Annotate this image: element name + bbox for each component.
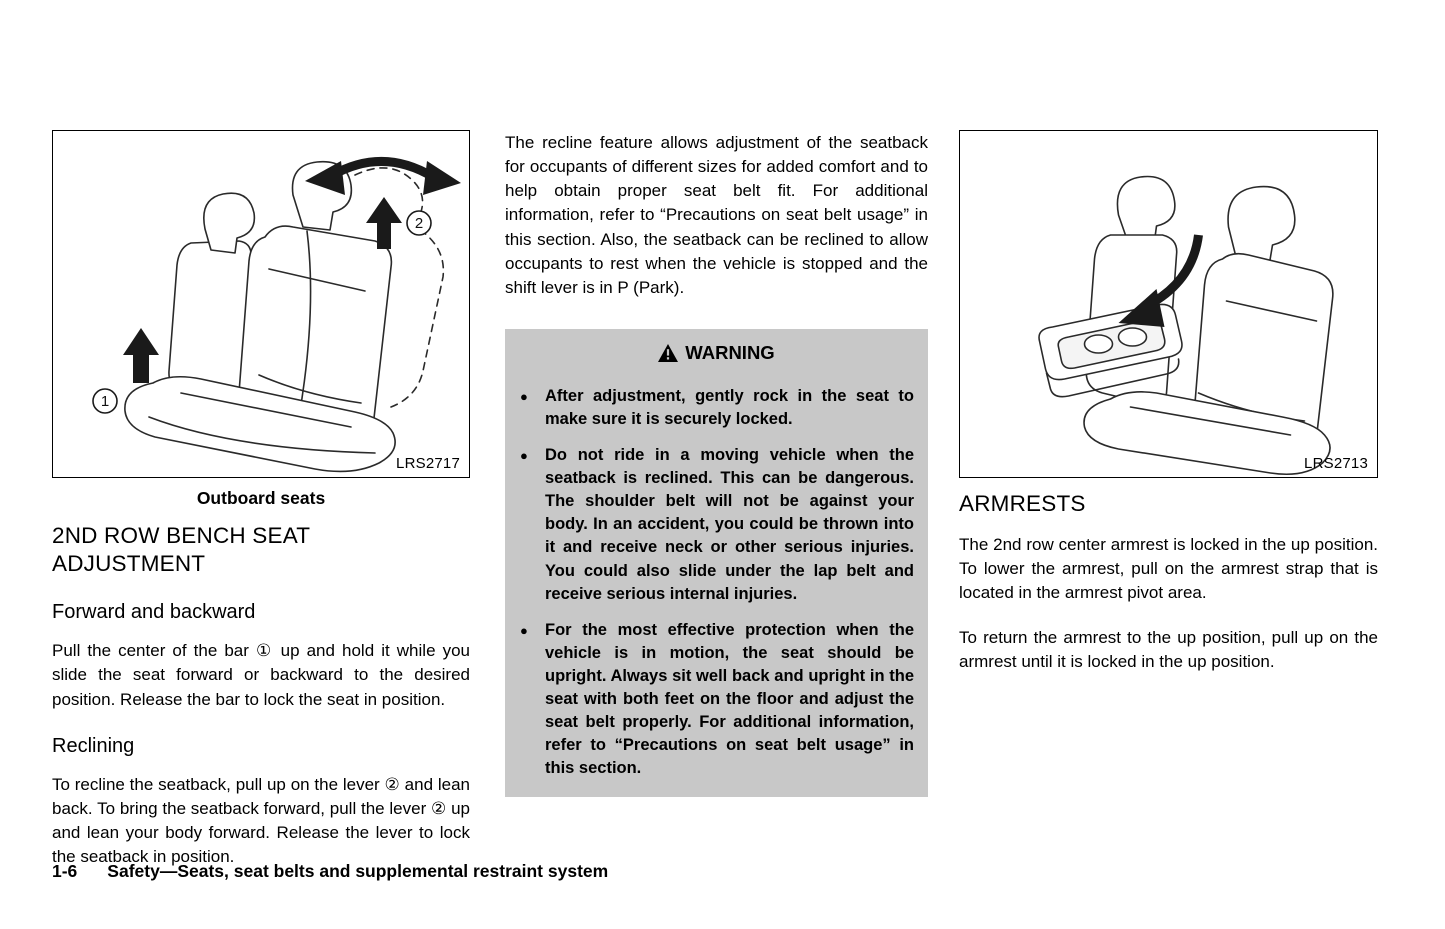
figure-outboard-seats <box>52 130 470 478</box>
middle-column <box>505 131 928 797</box>
page-footer <box>52 861 608 882</box>
footer-text: Safety—Seats, seat belts and supplemental restraint system <box>107 861 609 881</box>
figure-callout-2: 2 <box>414 215 424 232</box>
section-heading-2nd-row-bench-seat: 2ND ROW BENCH SEAT ADJUSTMENT <box>52 523 310 577</box>
outboard-seats-illustration <box>53 131 469 477</box>
armrest-paragraph-1: The 2nd row center armrest is locked in the up position. To lower the armrest, pull on the armrest strap that is located in the armrest pivot area. <box>959 535 1378 603</box>
figure-caption-outboard-seats: Outboard seats <box>196 488 326 508</box>
armrest-illustration <box>960 131 1377 477</box>
page-number: 1-6 <box>52 861 78 881</box>
warning-box <box>505 329 928 798</box>
warning-header <box>519 337 914 372</box>
subheading-reclining: Reclining <box>52 734 135 757</box>
warning-item: ● Do not ride in a moving vehicle when the seatback is reclined. This can be dangerous. The shoulder belt will not be against your body. In an accident, you could be thrown into it and receive neck or other serious injuries. You could also slide under the lap belt and receive serious internal injuries. <box>519 444 914 606</box>
armrest-paragraph-2: To return the armrest to the up position, pull up on the armrest until it is locked in the up position. <box>959 627 1378 671</box>
warning-triangle-icon <box>658 344 678 362</box>
figure-armrest <box>959 130 1378 478</box>
figure-callout-1: 1 <box>100 393 110 410</box>
figure-code-lrs2713: LRS2713 <box>1304 455 1368 472</box>
figure-code-lrs2717: LRS2717 <box>396 455 460 472</box>
subheading-forward-and-backward: Forward and backward <box>52 601 256 624</box>
recline-intro-paragraph: The recline feature allows adjustment of the seatback for occupants of different sizes for added comfort and to help obtain proper seat belt fit. For additional information, refer to “Precautions on seat belt usage” in this section. Also, the seatback can be reclined to allow occupants to rest when the vehicle is stopped and the shift lever is in P (Park). <box>505 133 928 297</box>
body-reclining: To recline the seatback, pull up on the lever ② and lean back. To bring the seatback forward, pull the lever ② up and lean your body forward. Release the lever to lock the seatback in position. <box>52 774 470 866</box>
left-column <box>52 130 470 869</box>
warning-item: ● After adjustment, gently rock in the seat to make sure it is securely locked. <box>519 385 914 431</box>
section-heading-armrests: ARMRESTS <box>959 491 1086 516</box>
warning-title: WARNING <box>685 341 775 363</box>
right-column <box>959 130 1378 674</box>
warning-item: ● For the most effective protection when the vehicle is in motion, the seat should be upright. Always sit well back and upright in the seat with both feet on the floor and adjust the seat belt properly. For additional information, refer to “Precautions on seat belt usage” in this section. <box>519 619 914 781</box>
warning-list <box>519 385 914 781</box>
body-forward-and-backward: Pull the center of the bar ① up and hold it while you slide the seat forward or backward to the desired position. Release the bar to lock the seat in position. <box>52 641 470 709</box>
